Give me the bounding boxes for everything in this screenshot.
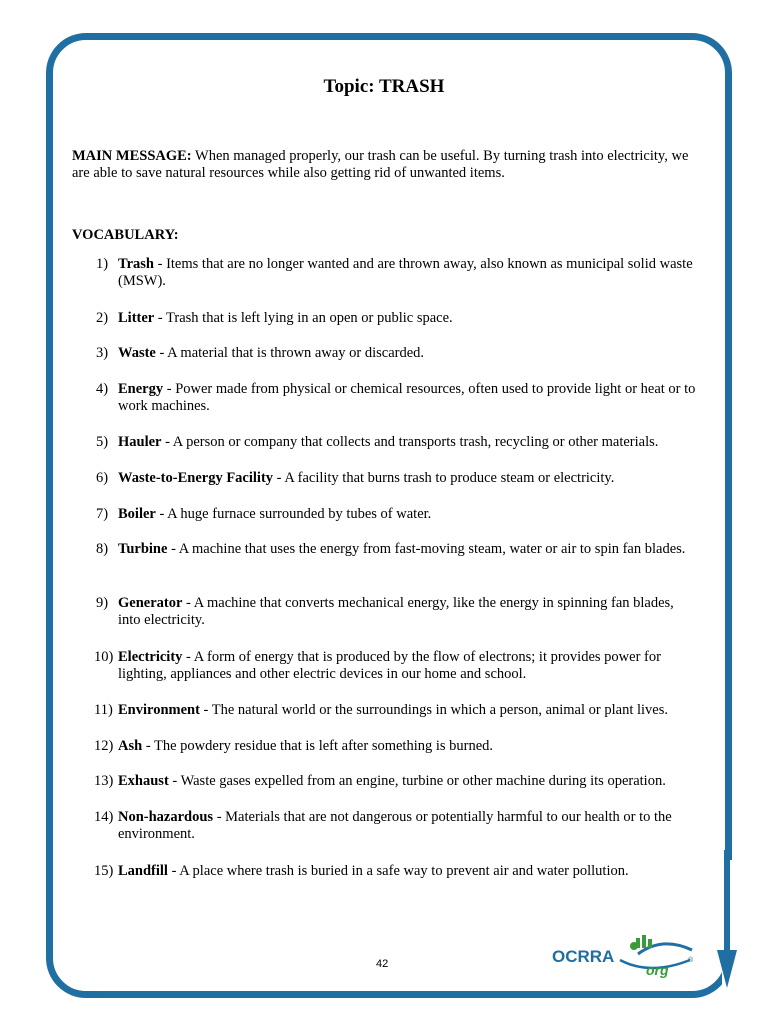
page-title: Topic: TRASH — [323, 76, 445, 97]
item-term: Trash — [118, 256, 154, 272]
item-definition: - Trash that is left lying in an open or public space. — [154, 310, 453, 326]
item-definition: - Materials that are not dangerous or potentially harmful to our health or to the environment. — [118, 809, 672, 842]
ocrra-logo — [550, 932, 698, 980]
item-number: 1) — [96, 256, 109, 272]
item-term: Environment — [118, 702, 200, 718]
item-term: Exhaust — [118, 773, 169, 789]
item-number: 14) — [94, 809, 114, 825]
item-term: Ash — [118, 738, 143, 754]
item-definition: - A form of energy that is produced by the flow of electrons; it provides power for lighting, appliances and other electric devices in our home and school. — [118, 649, 661, 682]
item-definition: - A machine that uses the energy from fast-moving steam, water or air to spin fan blades. — [167, 541, 686, 557]
item-number: 12) — [94, 738, 114, 754]
main-message-text: When managed properly, our trash can be useful. By turning trash into electricity, we are able to save natural resources while also getting rid of unwanted items. — [72, 148, 689, 181]
item-definition: - The natural world or the surroundings in which a person, animal or plant lives. — [199, 702, 668, 718]
item-term: Energy — [118, 381, 164, 397]
item-number: 15) — [94, 863, 114, 879]
item-definition: - Items that are no longer wanted and are thrown away, also known as municipal solid waste (MSW). — [118, 256, 693, 289]
main-message — [72, 148, 702, 182]
item-term: Hauler — [118, 434, 162, 450]
item-number: 10) — [94, 649, 114, 665]
down-arrow-icon — [717, 950, 737, 988]
item-number: 8) — [96, 541, 109, 557]
logo-main-text: OCRRA — [552, 947, 615, 966]
item-definition: - Power made from physical or chemical resources, often used to provide light or heat or to work machines. — [118, 381, 696, 414]
vocabulary-heading: VOCABULARY: — [72, 227, 179, 243]
item-number: 9) — [96, 595, 109, 611]
item-term: Litter — [118, 310, 155, 326]
item-number: 2) — [96, 310, 109, 326]
item-definition: - The powdery residue that is left after something is burned. — [142, 738, 494, 754]
item-term: Waste — [118, 345, 156, 361]
item-number: 6) — [96, 470, 109, 486]
item-number: 3) — [96, 345, 109, 361]
logo-sub-text: org — [646, 962, 669, 978]
item-term: Landfill — [118, 863, 168, 879]
item-number: 4) — [96, 381, 109, 397]
item-number: 11) — [94, 702, 113, 718]
arrow-shaft — [724, 850, 730, 955]
item-definition: - A material that is thrown away or discarded. — [155, 345, 425, 361]
item-definition: - A machine that converts mechanical energy, like the energy in spinning fan blades, into electricity. — [118, 595, 674, 628]
item-definition: - A person or company that collects and transports trash, recycling or other materials. — [161, 434, 659, 450]
item-term: Generator — [118, 595, 183, 611]
registered-mark: ® — [688, 957, 694, 964]
item-term: Electricity — [118, 649, 183, 665]
item-number: 7) — [96, 506, 109, 522]
item-definition: - A facility that burns trash to produce steam or electricity. — [273, 470, 615, 486]
item-term: Turbine — [118, 541, 168, 557]
item-definition: - A huge furnace surrounded by tubes of water. — [155, 506, 432, 522]
item-term: Non-hazardous — [118, 809, 214, 825]
item-term: Boiler — [118, 506, 156, 522]
item-number: 13) — [94, 773, 114, 789]
item-definition: - A place where trash is buried in a safe way to prevent air and water pollution. — [167, 863, 629, 879]
main-message-label: MAIN MESSAGE: — [72, 148, 192, 164]
item-number: 5) — [96, 434, 109, 450]
item-definition: - Waste gases expelled from an engine, turbine or other machine during its operation. — [168, 773, 666, 789]
item-term: Waste-to-Energy Facility — [118, 470, 274, 486]
page-number: 42 — [376, 958, 389, 970]
